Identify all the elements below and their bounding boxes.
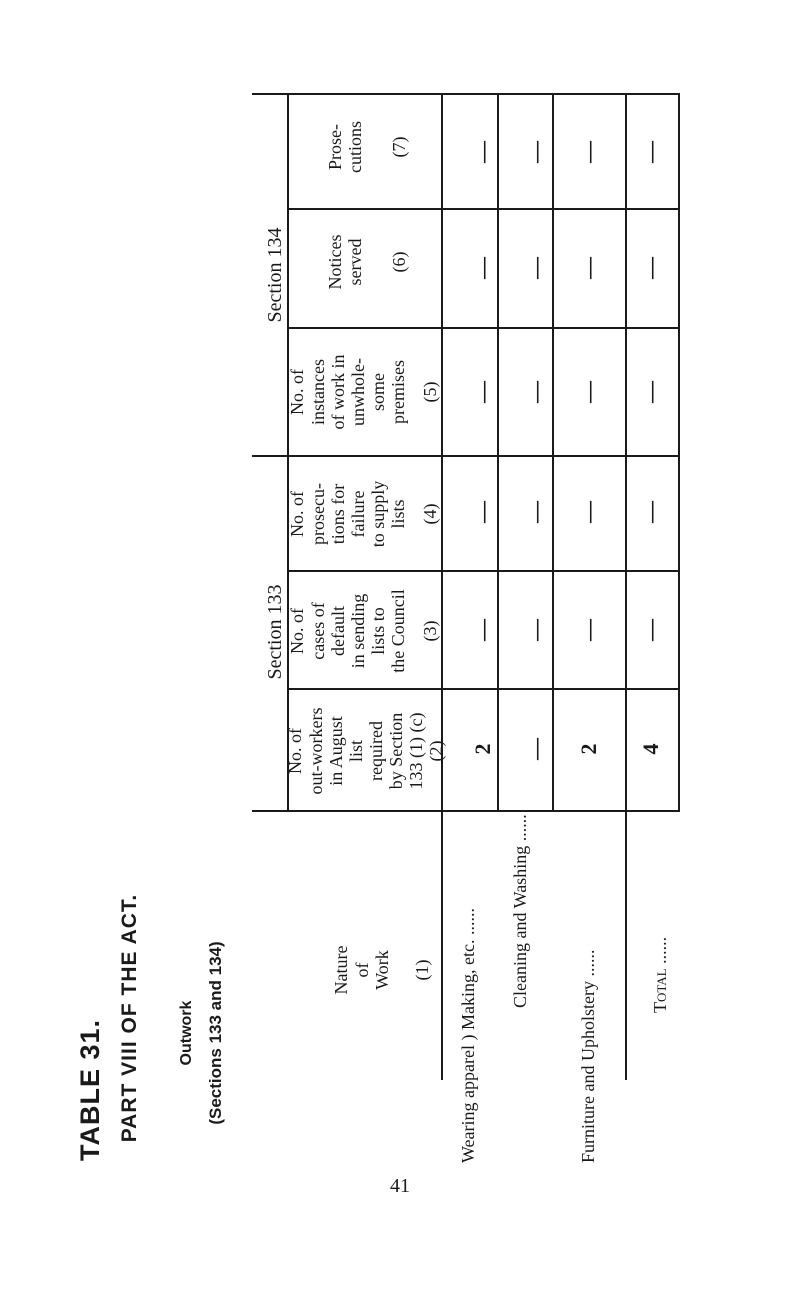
table-cell: — [576, 141, 601, 163]
row-label-cleaning-and-washing: Cleaning and Washing ...... [510, 814, 530, 1008]
row-label-wearing-apparel-making: Wearing apparel ) Making, etc. ...... [458, 908, 478, 1163]
table-cell: — [470, 501, 495, 523]
column-header-nature-of-work: Nature of Work (1) [331, 945, 432, 995]
subtitle: Outwork [178, 1000, 195, 1066]
column-header-cases-of-default: No. of cases of default in sending lists to the Council (3) [287, 589, 441, 673]
table-cell: — [470, 141, 495, 163]
rule-row3-total [625, 93, 627, 1080]
table-cell: — [470, 619, 495, 641]
page-number: 41 [390, 1175, 410, 1197]
column-header-notices-served: Notices served (6) [324, 234, 410, 290]
table-cell: — [638, 619, 663, 641]
row-label-total: Total ...... [650, 936, 670, 1013]
table-cell: — [523, 619, 548, 641]
rule-row2-row3 [552, 93, 554, 810]
section-134-header: Section 134 [264, 227, 286, 323]
table-cell: — [523, 738, 548, 760]
rule-row1-row2 [497, 93, 499, 810]
table-cell: — [638, 381, 663, 403]
table-cell: — [470, 381, 495, 403]
column-header-prosecutions-for-failure: No. of prosecu- tions for failure to supply lists (4) [287, 480, 441, 548]
table-right-border [678, 93, 680, 810]
table-cell: — [576, 501, 601, 523]
table-cell: — [523, 257, 548, 279]
table-cell: — [638, 257, 663, 279]
column-header-outworkers: No. of out-workers in August list required by Section 133 (1) (c) (2) [285, 707, 447, 795]
table-cell: — [470, 257, 495, 279]
section-133-header: Section 133 [264, 584, 286, 680]
row-label-furniture-and-upholstery: Furniture and Upholstery ...... [578, 949, 598, 1163]
table-cell: 4 [638, 743, 663, 755]
table-cell: — [523, 141, 548, 163]
table-cell: — [523, 381, 548, 403]
sections-note: (Sections 133 and 134) [206, 941, 225, 1125]
table-cell: — [523, 501, 548, 523]
column-header-prosecutions: Prose- cutions (7) [324, 121, 410, 173]
table-label: TABLE 31. [75, 1018, 105, 1162]
part-title: PART VIII OF THE ACT. [118, 893, 141, 1143]
table-cell: — [576, 619, 601, 641]
table-cell: 2 [470, 743, 495, 755]
table-cell: — [576, 257, 601, 279]
table-cell: — [638, 501, 663, 523]
table-cell: — [638, 141, 663, 163]
column-header-unwholesome-premises: No. of instances of work in unwhole- some premises (5) [287, 354, 441, 430]
table-cell: 2 [576, 743, 601, 755]
table-cell: — [576, 381, 601, 403]
